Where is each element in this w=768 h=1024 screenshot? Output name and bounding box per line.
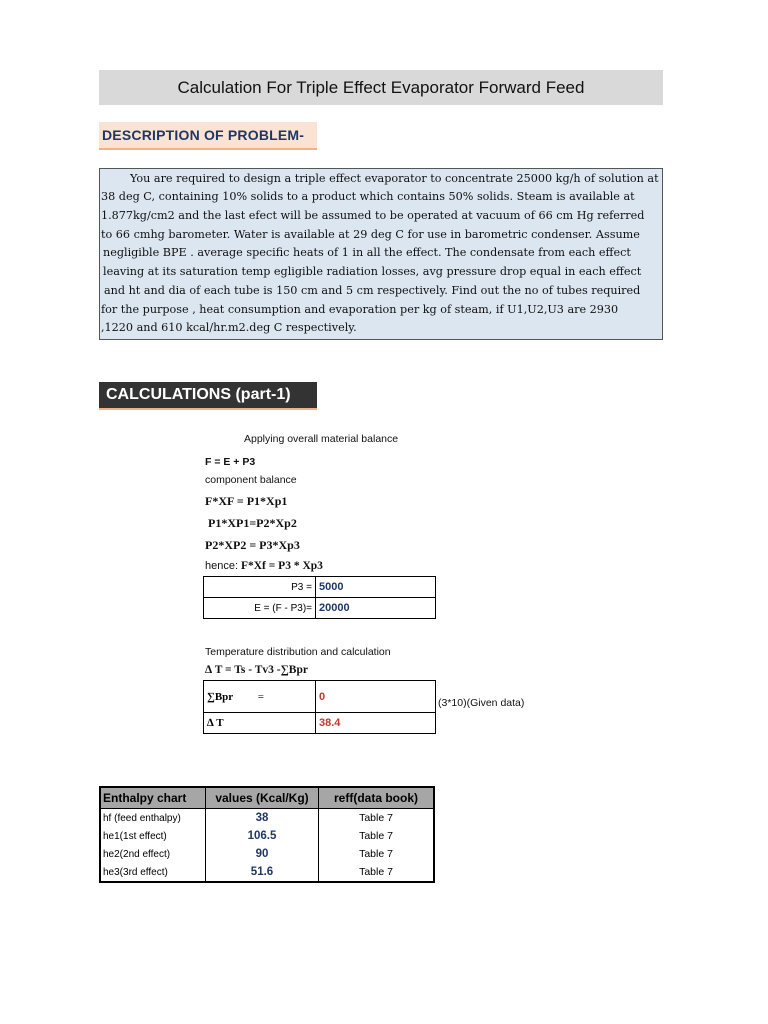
hence-label: hence: [205, 560, 239, 572]
table-row [204, 713, 436, 734]
table-header-row [100, 787, 434, 809]
enthalpy-value: 106.5 [206, 827, 319, 845]
delta-t-label: ∆ T [204, 713, 316, 734]
table-row [204, 577, 436, 598]
description-line: to 66 cmhg barometer. Water is available at 29 deg C for use in barometric condenser. Assume [101, 228, 640, 241]
equation-effect-3: P2*XP2 = P3*Xp3 [205, 538, 300, 552]
enthalpy-value: 51.6 [206, 863, 319, 882]
hence-equation: F*Xf = P3 * Xp3 [240, 560, 323, 572]
delta-t-value: 38.4 [316, 713, 436, 734]
enthalpy-ref: Table 7 [319, 863, 435, 882]
material-balance-heading: Applying overall material balance [244, 433, 399, 445]
hence-line [205, 560, 323, 572]
page-title: Calculation For Triple Effect Evaporator Forward Feed [99, 70, 663, 105]
row-label: P3 = [204, 577, 316, 598]
bpr-note: (3*10)(Given data) [438, 697, 525, 709]
column-header: Enthalpy chart [100, 787, 206, 809]
calculations-heading: CALCULATIONS (part-1) [99, 382, 317, 410]
table-row [100, 863, 434, 882]
bpr-equals: = [257, 690, 264, 703]
row-value: 5000 [316, 577, 436, 598]
row-value: 20000 [316, 598, 436, 619]
description-line: leaving at its saturation temp egligible radiation losses, avg pressure drop equal in each effect [103, 265, 642, 278]
enthalpy-value: 90 [206, 845, 319, 863]
column-header: reff(data book) [319, 787, 435, 809]
enthalpy-name: he3(3rd effect) [100, 863, 206, 882]
description-line: 1.877kg/cm2 and the last efect will be assumed to be operated at vacuum of 66 cm Hg referred [101, 209, 645, 222]
temperature-table [203, 680, 436, 734]
description-line: for the purpose , heat consumption and evaporation per kg of steam, if U1,U2,U3 are 2930 [101, 303, 619, 316]
column-header: values (Kcal/Kg) [206, 787, 319, 809]
table-row [100, 845, 434, 863]
enthalpy-name: hf (feed enthalpy) [100, 809, 206, 828]
bpr-label: ∑Bpr [207, 690, 233, 703]
enthalpy-chart-table [99, 786, 435, 883]
table-row [204, 681, 436, 713]
description-line: ,1220 and 610 kcal/hr.m2.deg C respectively. [101, 321, 357, 334]
description-heading: DESCRIPTION OF PROBLEM- [99, 122, 317, 150]
temperature-heading: Temperature distribution and calculation [205, 646, 391, 658]
description-line: You are required to design a triple effect evaporator to concentrate 25000 kg/h of solution at [130, 172, 659, 185]
enthalpy-value: 38 [206, 809, 319, 828]
row-label: E = (F - P3)= [204, 598, 316, 619]
equation-overall: F = E + P3 [205, 456, 256, 468]
temperature-equation: ∆ T = Ts - Tv3 -∑Bpr [205, 664, 308, 676]
enthalpy-ref: Table 7 [319, 827, 435, 845]
table-row [100, 827, 434, 845]
material-balance-table [203, 576, 436, 619]
enthalpy-ref: Table 7 [319, 809, 435, 828]
table-row [204, 598, 436, 619]
description-box [99, 168, 663, 340]
component-balance-label: component balance [205, 474, 297, 486]
description-line: 38 deg C, containing 10% solids to a product which contains 50% solids. Steam is available at [101, 190, 635, 203]
table-row [100, 809, 434, 828]
equation-effect-1: F*XF = P1*Xp1 [205, 494, 288, 508]
equation-effect-2: P1*XP1=P2*Xp2 [208, 516, 297, 530]
enthalpy-name: he2(2nd effect) [100, 845, 206, 863]
bpr-cell [204, 681, 316, 713]
description-line: and ht and dia of each tube is 150 cm and 5 cm respectively. Find out the no of tubes required [104, 284, 641, 297]
enthalpy-name: he1(1st effect) [100, 827, 206, 845]
bpr-value: 0 [316, 681, 436, 713]
description-line: negligible BPE . average specific heats of 1 in all the effect. The condensate from each effect [103, 246, 631, 259]
enthalpy-ref: Table 7 [319, 845, 435, 863]
